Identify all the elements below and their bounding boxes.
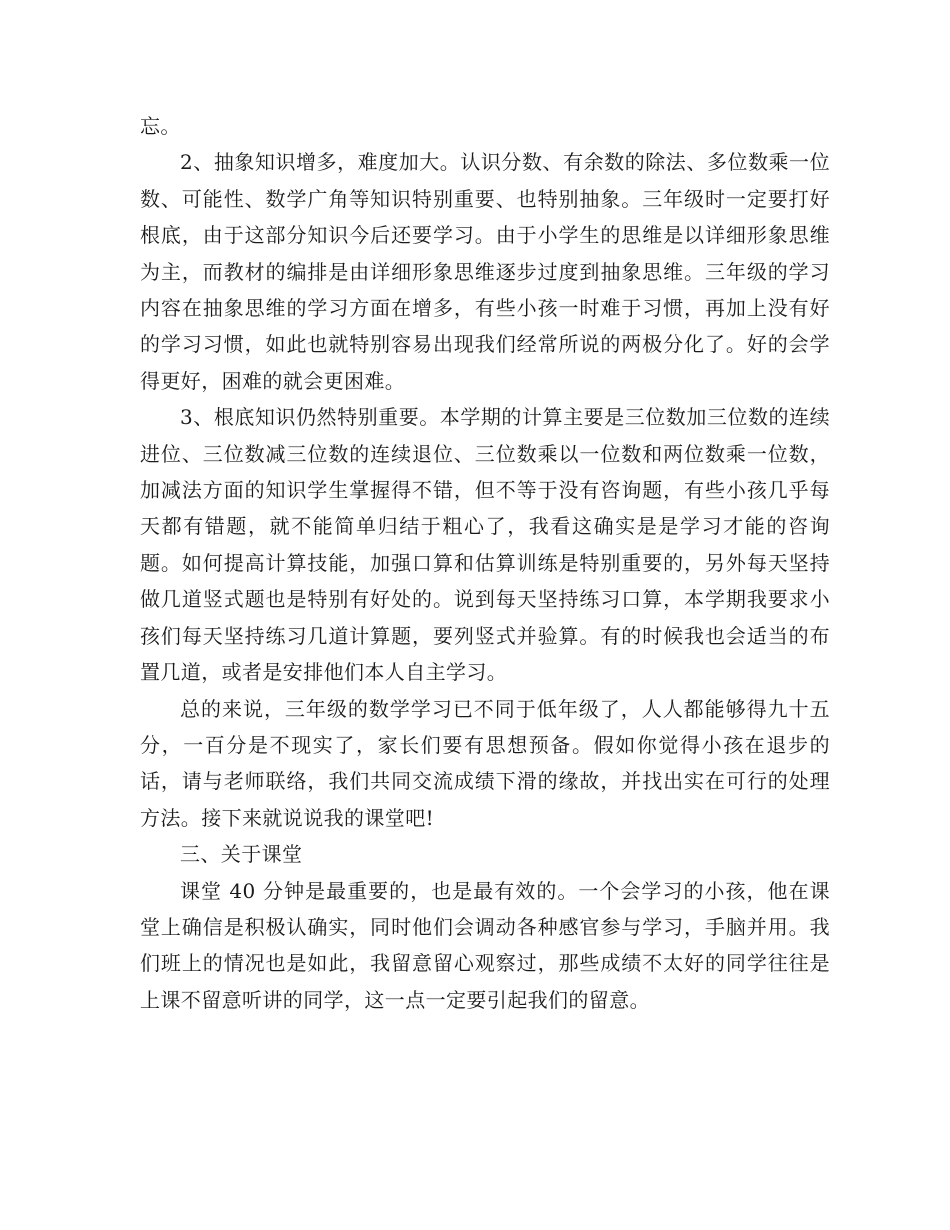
section-heading-classroom: 三、关于课堂 xyxy=(180,842,303,867)
paragraph-summary: 总的来说，三年级的数学学习已不同于低年级了，人人都能够得九十五分，一百分是不现实了，家长们要有思想预备。假如你觉得小孩在退步的话，请与老师联络，我们共同交流成绩下滑的缘故，并找出实在可行的处理方法。接下来就说说我的课堂吧! xyxy=(140,696,830,830)
paragraph-classroom: 课堂 40 分钟是最重要的，也是最有效的。一个会学习的小孩，他在课堂上确信是积极认确实，同时他们会调动各种感官参与学习，手脑并用。我们班上的情况也是如此，我留意留心观察过，那些成绩不太好的同学往往是上课不留意听讲的同学，这一点一定要引起我们的留意。 xyxy=(140,878,830,1012)
paragraph-continuation: 忘。 xyxy=(140,114,181,138)
document-body xyxy=(140,108,830,1018)
paragraph-basic-knowledge: 3、根底知识仍然特别重要。本学期的计算主要是三位数加三位数的连续进位、三位数减三位数的连续退位、三位数乘以一位数和两位数乘一位数，加减法方面的知识学生掌握得不错，但不等于没有咨询题，有些小孩几乎每天都有错题，就不能简单归结于粗心了，我看这确实是是学习才能的咨询题。如何提高计算技能，加强口算和估算训练是特别重要的，另外每天坚持做几道竖式题也是特别有好处的。说到每天坚持练习口算，本学期我要求小孩们每天坚持练习几道计算题，要列竖式并验算。有的时候我也会适当的布置几道，或者是安排他们本人自主学习。 xyxy=(140,405,830,685)
paragraph-abstract-knowledge: 2、抽象知识增多，难度加大。认识分数、有余数的除法、多位数乘一位数、可能性、数学广角等知识特别重要、也特别抽象。三年级时一定要打好根底，由于这部分知识今后还要学习。由于小学生的思维是以详细形象思维为主，而教材的编排是由详细形象思维逐步过度到抽象思维。三年级的学习内容在抽象思维的学习方面在增多，有些小孩一时难于习惯，再加上没有好的学习习惯，如此也就特别容易出现我们经常所说的两极分化了。好的会学得更好，困难的就会更困难。 xyxy=(140,150,830,393)
